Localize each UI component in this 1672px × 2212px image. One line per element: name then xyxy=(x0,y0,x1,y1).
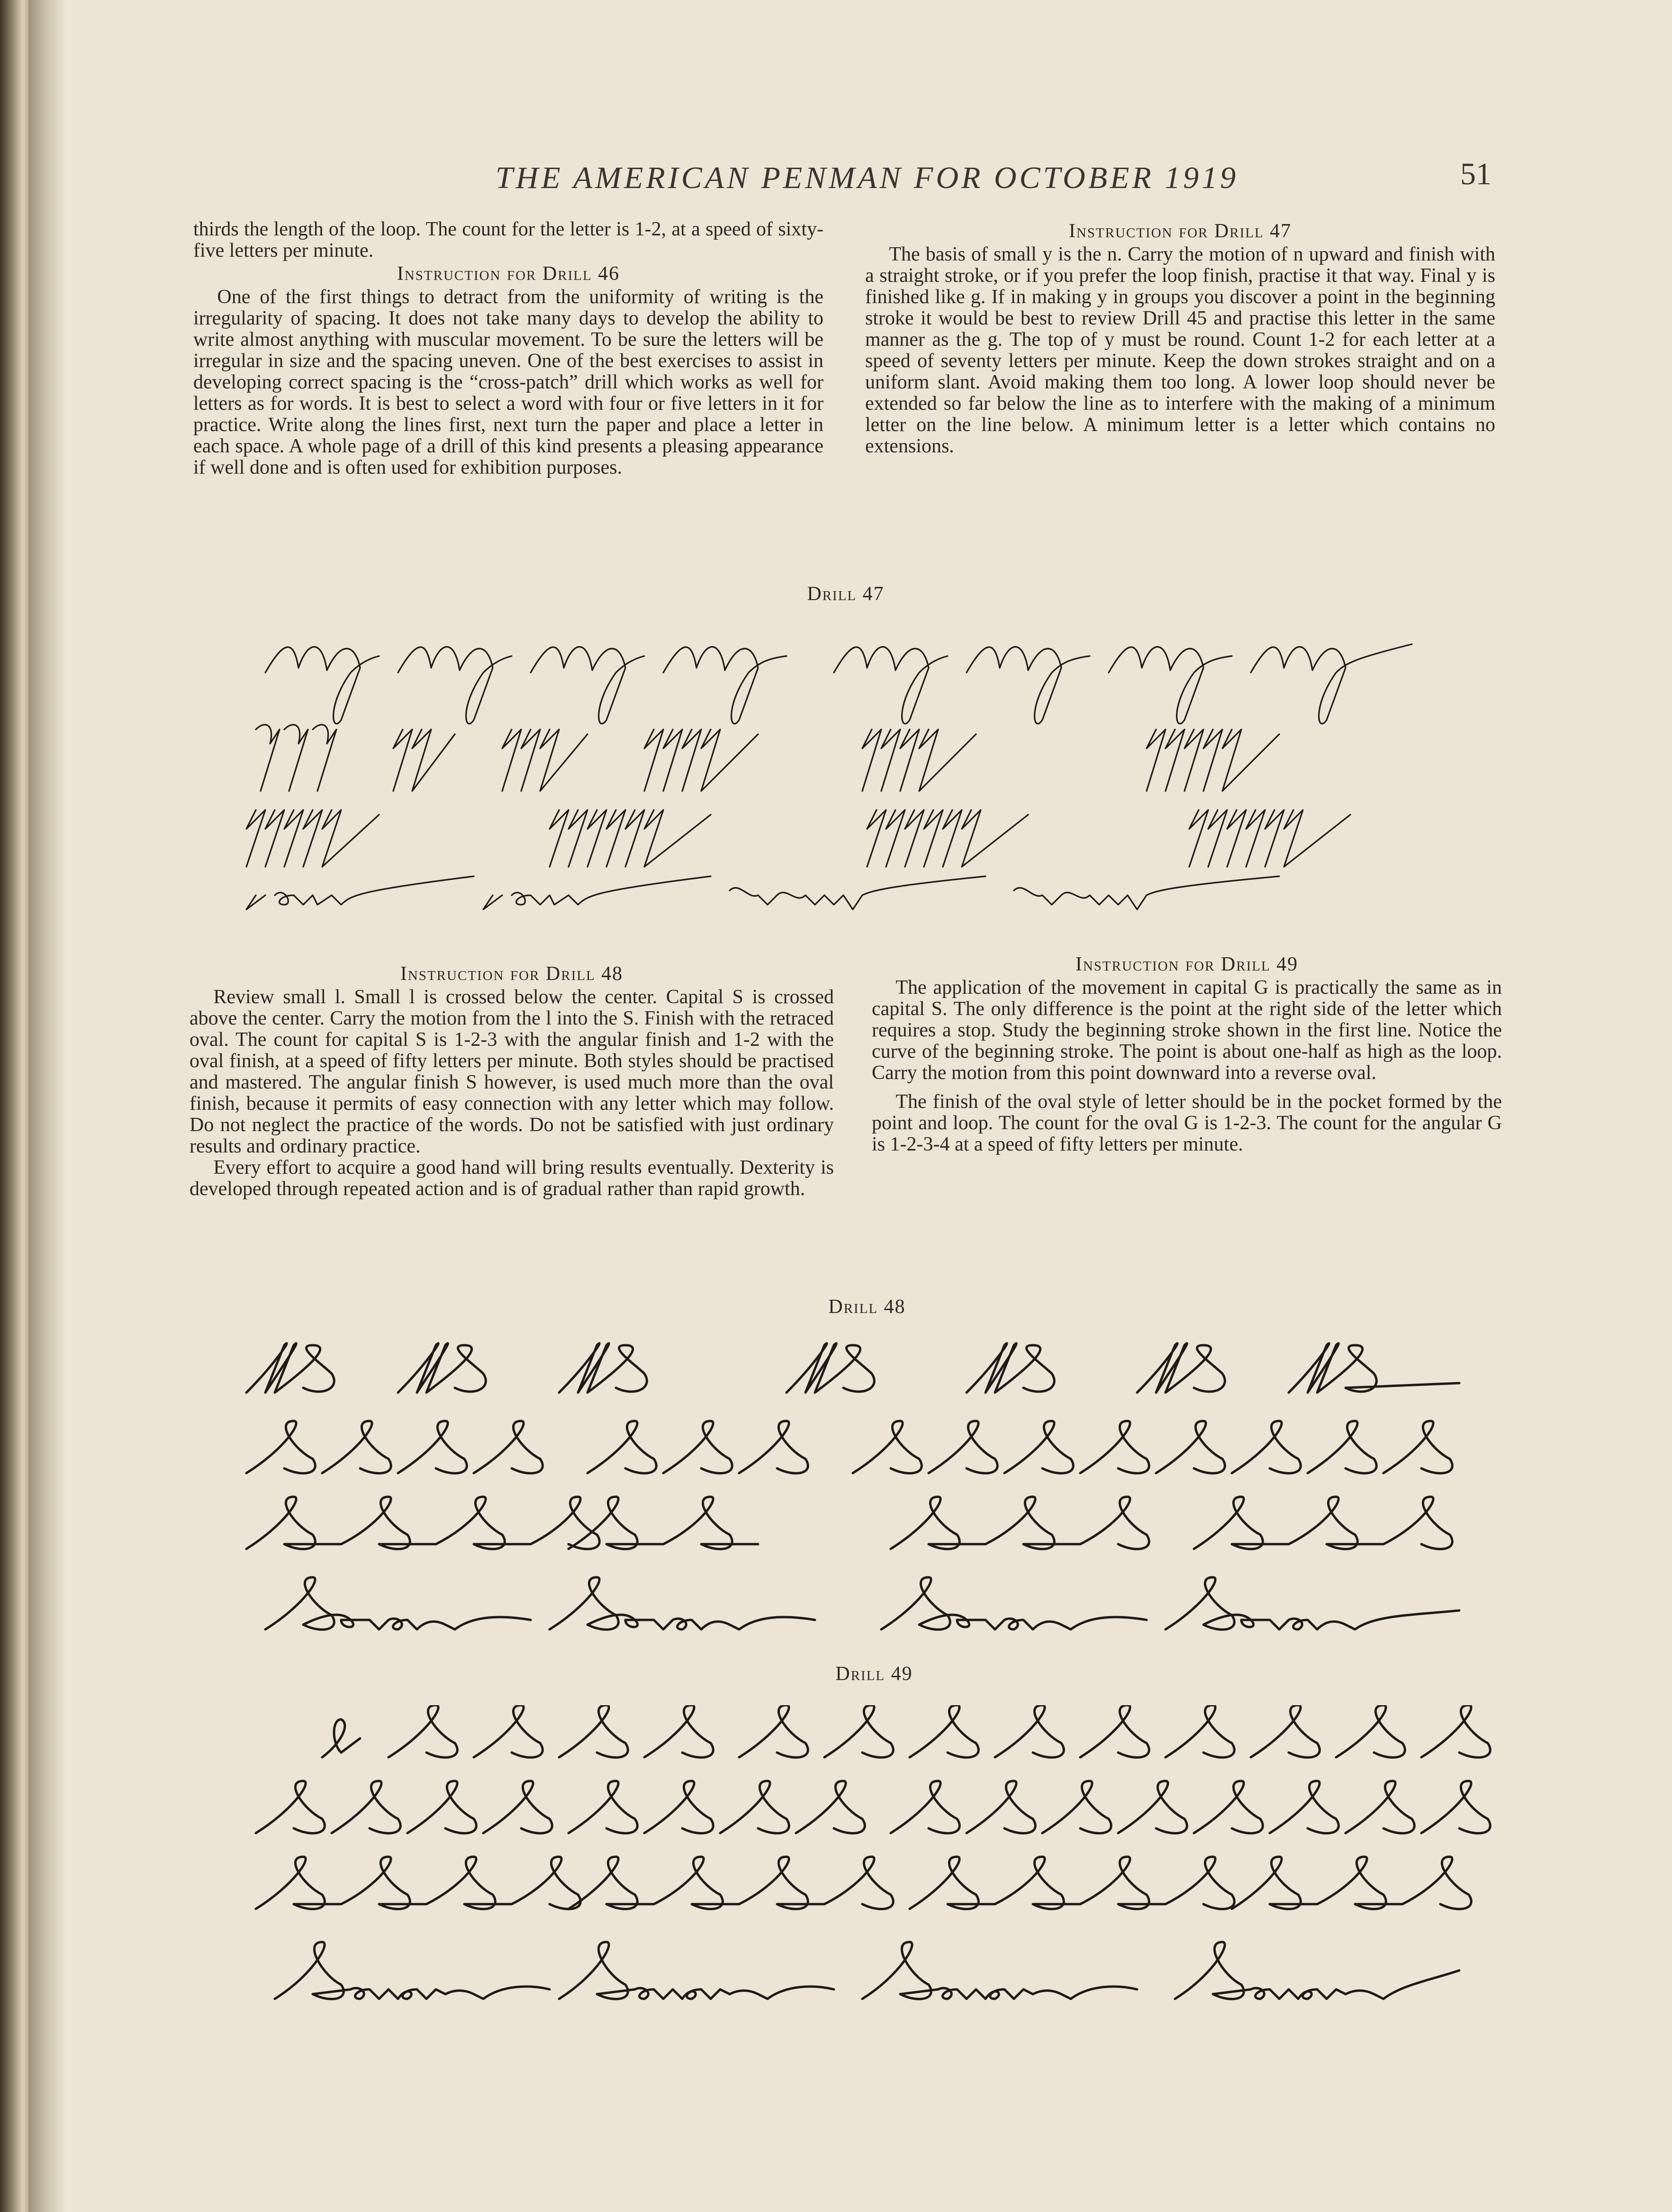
heading-drill-49: Instruction for Drill 49 xyxy=(1075,953,1299,975)
right-column-top xyxy=(865,219,1495,457)
drill-47-instructions: The basis of small y is the n. Carry the motion of n upward and finish with a straight stroke, or if you prefer the loop finish, practise it that way. Final y is finished like g. If in making y in groups you discover a point in the beginning stroke it would be best to review Drill 45 and practise this letter in the same manner as the g. The top of y must be round. Count 1-2 for each letter at a speed of seventy letters per minute. Keep the down strokes straight and on a uniform slant. Avoid making them too long. A lower loop should never be extended so far below the line as to interfere with the making of a minimum letter on the line below. A minimum letter is a letter which contains no extensions. xyxy=(865,243,1495,457)
drill-48-instructions-2: Every effort to acquire a good hand will bring results eventually. Dexterity is developed through repeated action and is of gradual rather than rapid growth. xyxy=(190,1157,834,1200)
drill-49-label: Drill 49 xyxy=(835,1663,913,1685)
drill-48-row-4 xyxy=(265,1577,1459,1629)
drill-49-specimen xyxy=(0,1705,1672,2027)
drill-49-row-4 xyxy=(275,1942,1459,1999)
left-column-top xyxy=(193,219,823,478)
drill-46-instructions: One of the first things to detract from the uniformity of writing is the irregularity of spacing. It does not take many days to develop the ability to write almost anything with muscular movement. To be sure the letters will be irregular in size and the spacing uneven. One of the best exercises to assist in developing correct spacing is the “cross-patch” drill which works as well for letters as for words. It is best to select a word with four or five letters in it for practice. Write along the lines first, next turn the paper and place a letter in each space. A whole page of a drill of this kind presents a pleasing appearance if well done and is often used for exhibition purposes. xyxy=(193,286,823,478)
drill-48-specimen xyxy=(0,1336,1672,1648)
drill-49-instructions-2: The finish of the oval style of letter should be in the pocket formed by the point and loop. The count for the oval G is 1-2-3. The count for the angular G is 1-2-3-4 at a speed of fifty letters per minute. xyxy=(872,1091,1502,1155)
heading-drill-47: Instruction for Drill 47 xyxy=(1068,220,1292,242)
drill-49-row-3 xyxy=(256,1857,1471,1909)
heading-drill-48: Instruction for Drill 48 xyxy=(400,963,624,985)
drill-49-row-1 xyxy=(322,1705,1490,1757)
left-column-mid xyxy=(190,962,834,1200)
drill-48-row-1 xyxy=(246,1343,1459,1393)
drill-48-instructions-1: Review small l. Small l is crossed below the center. Capital S is crossed above the center. Carry the motion from the l into the S. Finish with the retraced oval. The count for capital S is 1-2-3 with the angular finish and 1-2 with the oval finish, at a speed of fifty letters per minute. Both styles should be practised and mastered. The angular finish S however, is used much more than the oval finish, because it permits of easy connection with any letter which may follow. Do not neglect the practice of the words. Do not be satisfied with just ordinary results and ordinary practice. xyxy=(190,986,834,1157)
heading-drill-46: Instruction for Drill 46 xyxy=(397,263,620,285)
continuation-text: thirds the length of the loop. The count for the letter is 1-2, at a speed of sixty-five letters per minute. xyxy=(193,218,823,261)
drill-48-row-2 xyxy=(246,1421,1452,1473)
drill-48-label: Drill 48 xyxy=(828,1296,906,1318)
drill-49-instructions-1: The application of the movement in capital G is practically the same as in capital S. The only difference is the point at the right side of the letter which requires a stop. Study the beginning stroke shown in the first line. Notice the curve of the beginning stroke. The point is about one-half as high as the loop. Carry the motion from this point downward into a reverse oval. xyxy=(872,977,1502,1084)
drill-47-row-4 xyxy=(246,876,1279,909)
drill-48-row-3 xyxy=(246,1497,1452,1549)
drill-47-label: Drill 47 xyxy=(807,583,885,605)
running-head: THE AMERICAN PENMAN FOR OCTOBER 1919 xyxy=(495,161,1239,195)
drill-47-row-2 xyxy=(256,725,1279,791)
right-column-mid xyxy=(872,952,1502,1155)
drill-47-row-1 xyxy=(265,644,1412,724)
drill-47-row-3 xyxy=(246,810,1350,867)
page-number: 51 xyxy=(1460,157,1491,191)
drill-49-row-2 xyxy=(256,1781,1490,1833)
drill-47-specimen xyxy=(0,611,1672,914)
